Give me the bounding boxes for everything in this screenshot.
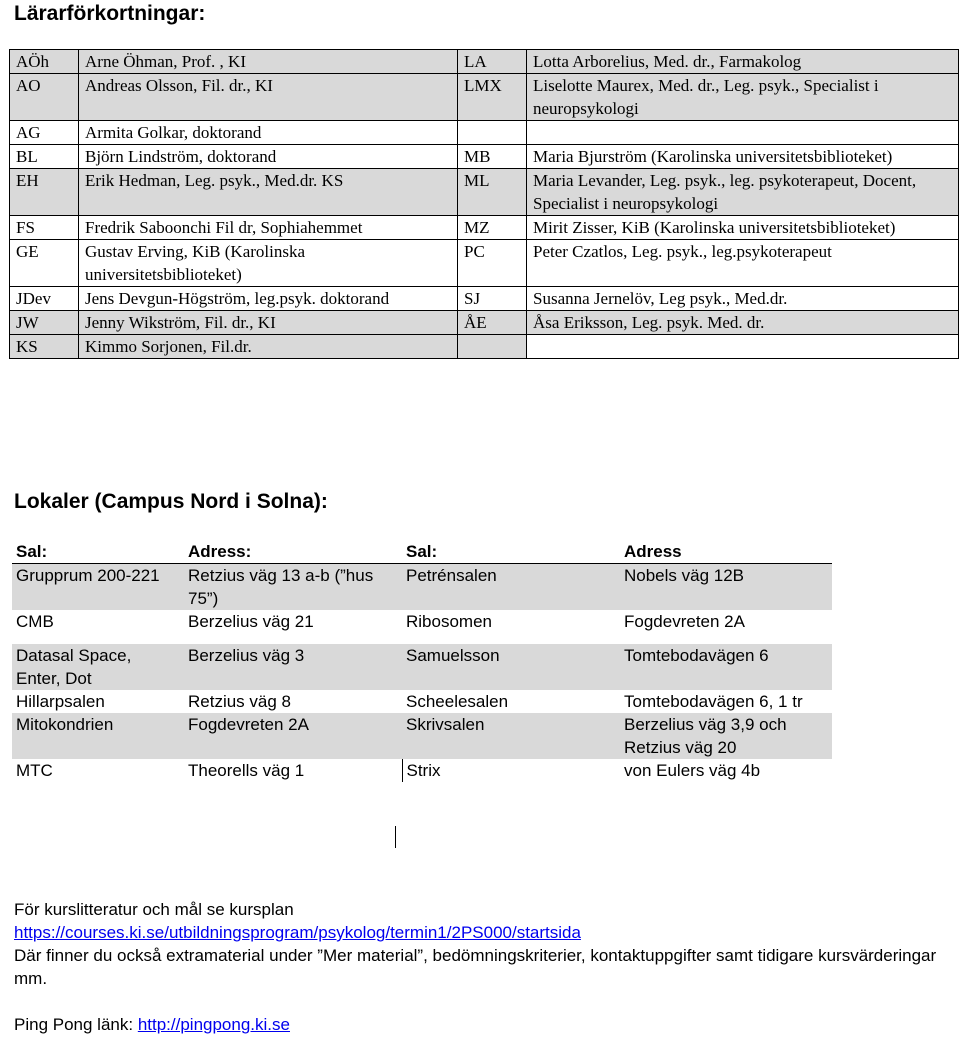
- teacher-name-cell: Mirit Zisser, KiB (Karolinska universitetsbiblioteket): [527, 216, 959, 240]
- table-row: [10, 74, 959, 121]
- pingpong-link[interactable]: http://pingpong.ki.se: [137, 1015, 290, 1034]
- table-row: [12, 644, 832, 690]
- table-row: [10, 311, 959, 335]
- abbreviation-cell: LA: [458, 50, 527, 74]
- abbreviation-cell: KS: [10, 335, 79, 359]
- room-name-cell: Hillarpsalen: [16, 692, 105, 711]
- abbreviation-cell: FS: [10, 216, 79, 240]
- abbreviation-cell: JDev: [10, 287, 79, 311]
- rooms-header-row: [12, 540, 832, 564]
- pingpong-label: Ping Pong länk:: [14, 1015, 138, 1034]
- table-row: [12, 713, 832, 759]
- room-address-cell: Tomtebodavägen 6: [620, 644, 832, 690]
- abbreviation-cell: LMX: [458, 74, 527, 121]
- abbreviation-cell: AG: [10, 121, 79, 145]
- teacher-name-cell: Lotta Arborelius, Med. dr., Farmakolog: [527, 50, 959, 74]
- room-name-cell: Mitokondrien: [12, 713, 184, 759]
- abbreviation-cell: MZ: [458, 216, 527, 240]
- abbreviation-cell: MB: [458, 145, 527, 169]
- teacher-name-cell: Peter Czatlos, Leg. psyk., leg.psykoterapeut: [527, 240, 959, 287]
- teacher-name-cell: Armita Golkar, doktorand: [79, 121, 458, 145]
- table-row: [10, 121, 959, 145]
- table-row: [10, 50, 959, 74]
- room-address-cell: Nobels väg 12B: [620, 564, 832, 611]
- extra-material-text: Där finner du också extramaterial under ”Mer material”, bedömningskriterier, kontaktuppgifter samt tidigare kursvärderingar mm.: [14, 946, 937, 988]
- table-row: [12, 759, 832, 782]
- abbreviation-cell: EH: [10, 169, 79, 216]
- rooms-table: [12, 540, 832, 782]
- abbreviation-cell: ÅE: [458, 311, 527, 335]
- table-row: [12, 690, 832, 713]
- teacher-name-cell: [527, 335, 959, 359]
- abbreviation-cell: AÖh: [10, 50, 79, 74]
- abbreviation-cell: JW: [10, 311, 79, 335]
- column-header: Adress: [620, 540, 832, 564]
- teacher-name-cell: Arne Öhman, Prof. , KI: [79, 50, 458, 74]
- table-row: [10, 240, 959, 287]
- room-name-cell: Petrénsalen: [402, 564, 620, 611]
- room-address-cell: Fogdevreten 2A: [184, 713, 402, 759]
- room-address-cell: Retzius väg 8: [188, 692, 291, 711]
- teacher-name-cell: Kimmo Sorjonen, Fil.dr.: [79, 335, 458, 359]
- table-row: [12, 610, 832, 644]
- teacher-name-cell: Björn Lindström, doktorand: [79, 145, 458, 169]
- room-name-cell: Scheelesalen: [406, 692, 509, 711]
- room-name-cell: Strix: [406, 761, 441, 780]
- abbreviation-cell: AO: [10, 74, 79, 121]
- room-address-cell: Theorells väg 1: [184, 759, 402, 782]
- teacher-name-cell: Maria Bjurström (Karolinska universitetsbiblioteket): [527, 145, 959, 169]
- room-address-cell: Berzelius väg 3,9 och Retzius väg 20: [620, 713, 832, 759]
- teacher-name-cell: Andreas Olsson, Fil. dr., KI: [79, 74, 458, 121]
- table-divider-line: [395, 826, 396, 848]
- rooms-heading: Lokaler (Campus Nord i Solna):: [14, 490, 328, 513]
- abbreviation-cell: PC: [458, 240, 527, 287]
- room-name-cell: Datasal Space, Enter, Dot: [12, 644, 184, 690]
- abbreviation-cell: ML: [458, 169, 527, 216]
- teacher-name-cell: Jenny Wikström, Fil. dr., KI: [79, 311, 458, 335]
- course-plan-link[interactable]: https://courses.ki.se/utbildningsprogram/psykolog/termin1/2PS000/startsida: [14, 923, 581, 942]
- teacher-name-cell: Fredrik Saboonchi Fil dr, Sophiahemmet: [79, 216, 458, 240]
- table-row: [12, 564, 832, 611]
- abbreviation-cell: GE: [10, 240, 79, 287]
- course-intro-text: För kurslitteratur och mål se kursplan: [14, 900, 294, 919]
- room-name-cell: Skrivsalen: [402, 713, 620, 759]
- room-name-cell: Grupprum 200-221: [12, 564, 184, 611]
- room-name-cell: MTC: [16, 761, 53, 780]
- teacher-name-cell: Jens Devgun-Högström, leg.psyk. doktorand: [79, 287, 458, 311]
- room-address-cell: Berzelius väg 3: [184, 644, 402, 690]
- table-row: [10, 169, 959, 216]
- teacher-name-cell: Liselotte Maurex, Med. dr., Leg. psyk., Specialist i neuropsykologi: [527, 74, 959, 121]
- teacher-abbreviations-table: [9, 49, 959, 359]
- teacher-name-cell: Gustav Erving, KiB (Karolinska universitetsbiblioteket): [79, 240, 458, 287]
- room-name-cell: CMB: [16, 612, 54, 631]
- room-name-cell: Samuelsson: [402, 644, 620, 690]
- room-address-cell: Retzius väg 13 a-b (”hus 75”): [184, 564, 402, 611]
- abbreviation-cell: SJ: [458, 287, 527, 311]
- table-row: [10, 287, 959, 311]
- table-row: [10, 145, 959, 169]
- table-row: [10, 335, 959, 359]
- teacher-name-cell: Erik Hedman, Leg. psyk., Med.dr. KS: [79, 169, 458, 216]
- column-header: Adress:: [184, 540, 402, 564]
- room-name-cell: Ribosomen: [406, 612, 492, 631]
- footer-text-block: [14, 898, 944, 1036]
- teacher-name-cell: Maria Levander, Leg. psyk., leg. psykoterapeut, Docent, Specialist i neuropsykologi: [527, 169, 959, 216]
- teachers-heading: Lärarförkortningar:: [14, 2, 206, 25]
- teacher-name-cell: [527, 121, 959, 145]
- column-header: Sal:: [402, 540, 620, 564]
- teacher-name-cell: Åsa Eriksson, Leg. psyk. Med. dr.: [527, 311, 959, 335]
- room-address-cell: Fogdevreten 2A: [624, 612, 745, 631]
- room-address-cell: von Eulers väg 4b: [624, 761, 761, 780]
- abbreviation-cell: BL: [10, 145, 79, 169]
- room-address-cell: Berzelius väg 21: [188, 612, 314, 631]
- abbreviation-cell: [458, 121, 527, 145]
- abbreviation-cell: [458, 335, 527, 359]
- room-address-cell: Tomtebodavägen 6, 1 tr: [624, 692, 803, 711]
- table-row: [10, 216, 959, 240]
- column-header: Sal:: [12, 540, 184, 564]
- teacher-name-cell: Susanna Jernelöv, Leg psyk., Med.dr.: [527, 287, 959, 311]
- teacher-rows: [10, 50, 959, 359]
- pingpong-line: [14, 1013, 944, 1036]
